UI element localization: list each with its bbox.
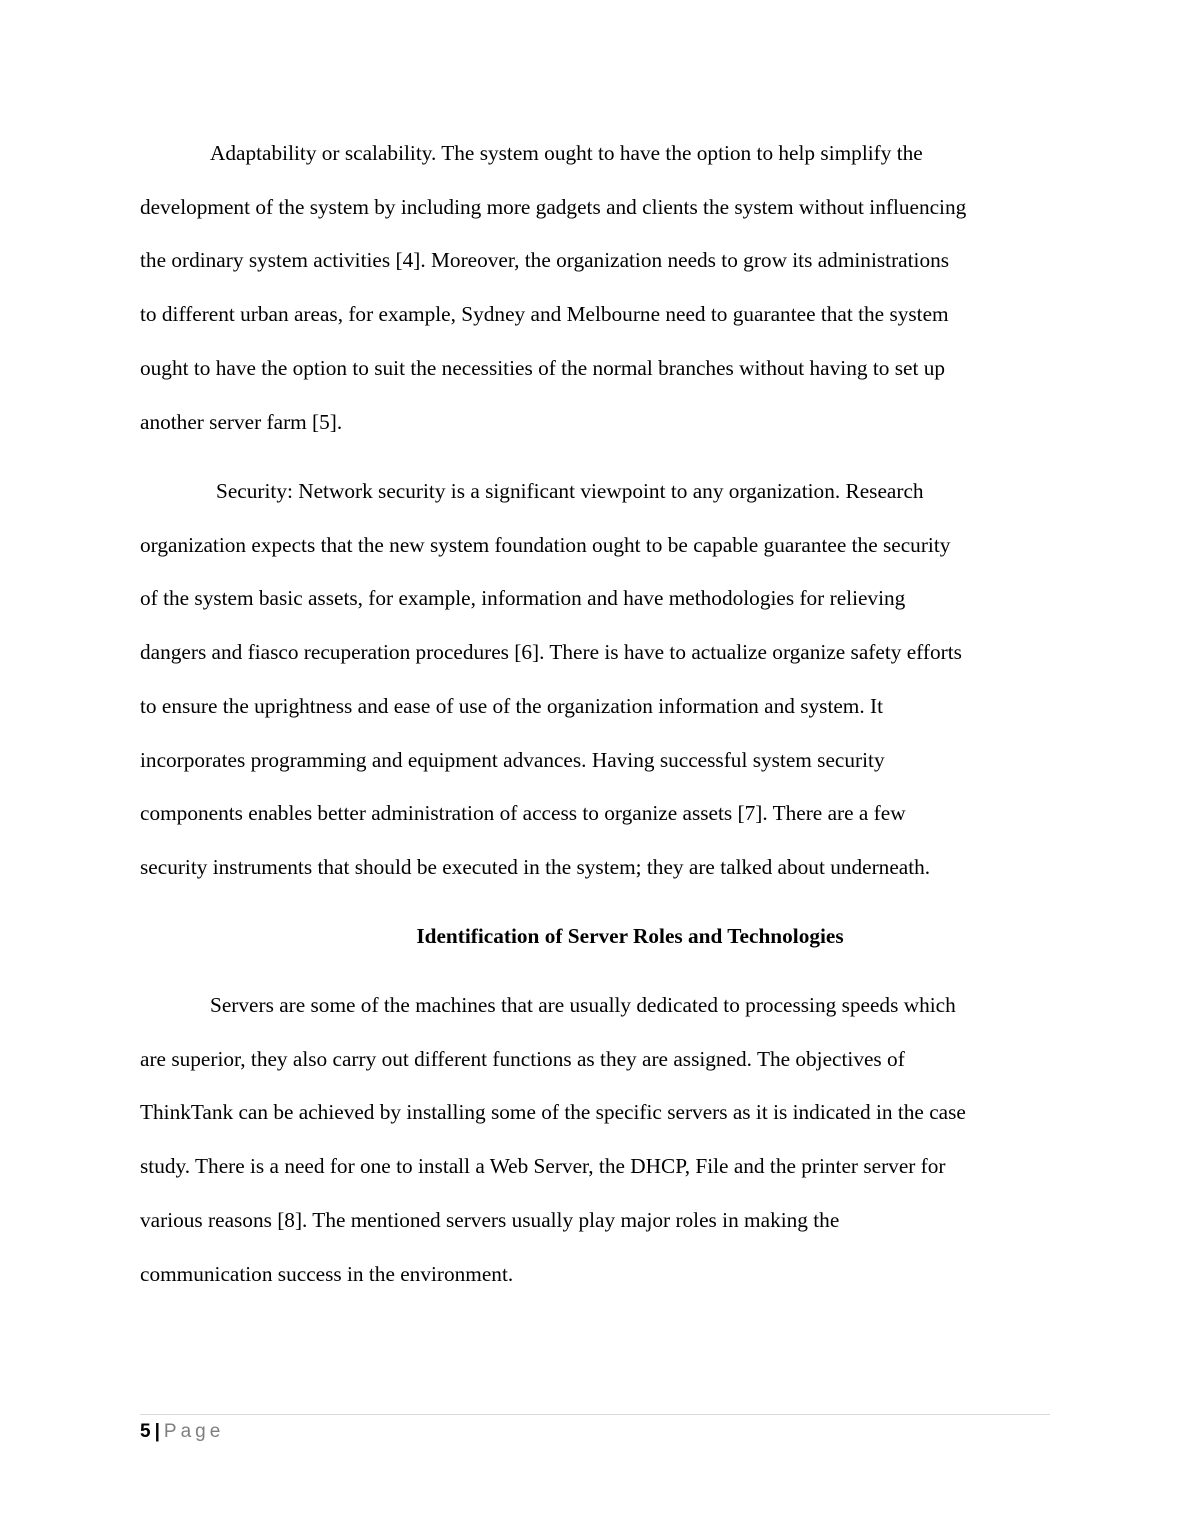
paragraph-scalability	[140, 127, 1050, 449]
paragraph-line: incorporates programming and equipment advances. Having successful system security	[140, 747, 885, 772]
paragraph-line: components enables better administration of access to organize assets [7]. There are a few	[140, 801, 906, 826]
paragraph-line: another server farm [5].	[140, 409, 343, 434]
paragraph-line: Security: Network security is a significant viewpoint to any organization. Research	[216, 479, 924, 503]
page-label: Page	[163, 1421, 225, 1442]
paragraph-line: of the system basic assets, for example, information and have methodologies for relieving	[140, 586, 906, 611]
paragraph-line: Adaptability or scalability. The system ought to have the option to help simplify the	[210, 141, 923, 165]
paragraph-line: ought to have the option to suit the necessities of the normal branches without having to set up	[140, 355, 945, 380]
paragraph-line: ThinkTank can be achieved by installing some of the specific servers as it is indicated in the case	[140, 1100, 966, 1125]
paragraph-line: study. There is a need for one to install a Web Server, the DHCP, File and the printer server for	[140, 1154, 946, 1179]
page-footer	[140, 1418, 224, 1446]
paragraph-line: communication success in the environment.	[140, 1261, 514, 1286]
page-number: 5	[140, 1421, 151, 1442]
paragraph-line: the ordinary system activities [4]. Moreover, the organization needs to grow its administrations	[140, 248, 950, 273]
paragraph-line: to different urban areas, for example, Sydney and Melbourne need to guarantee that the system	[140, 302, 949, 327]
paragraph-line: are superior, they also carry out different functions as they are assigned. The objectives of	[140, 1046, 905, 1071]
paragraph-line: development of the system by including more gadgets and clients the system without influencing	[140, 194, 967, 219]
footer-separator: |	[154, 1421, 160, 1442]
paragraph-servers	[140, 979, 1050, 1301]
paragraph-line: Servers are some of the machines that are usually dedicated to processing speeds which	[210, 993, 956, 1017]
paragraph-line: dangers and fiasco recuperation procedures [6]. There is have to actualize organize safety efforts	[140, 640, 962, 665]
paragraph-line: organization expects that the new system foundation ought to be capable guarantee the security	[140, 532, 951, 557]
paragraph-security	[140, 465, 1050, 895]
paragraph-line: to ensure the uprightness and ease of use of the organization information and system. It	[140, 693, 884, 718]
section-heading: Identification of Server Roles and Technologies	[416, 924, 844, 948]
footer-divider	[140, 1414, 1050, 1415]
paragraph-line: security instruments that should be executed in the system; they are talked about underneath.	[140, 854, 931, 879]
paragraph-line: various reasons [8]. The mentioned servers usually play major roles in making the	[140, 1207, 840, 1232]
